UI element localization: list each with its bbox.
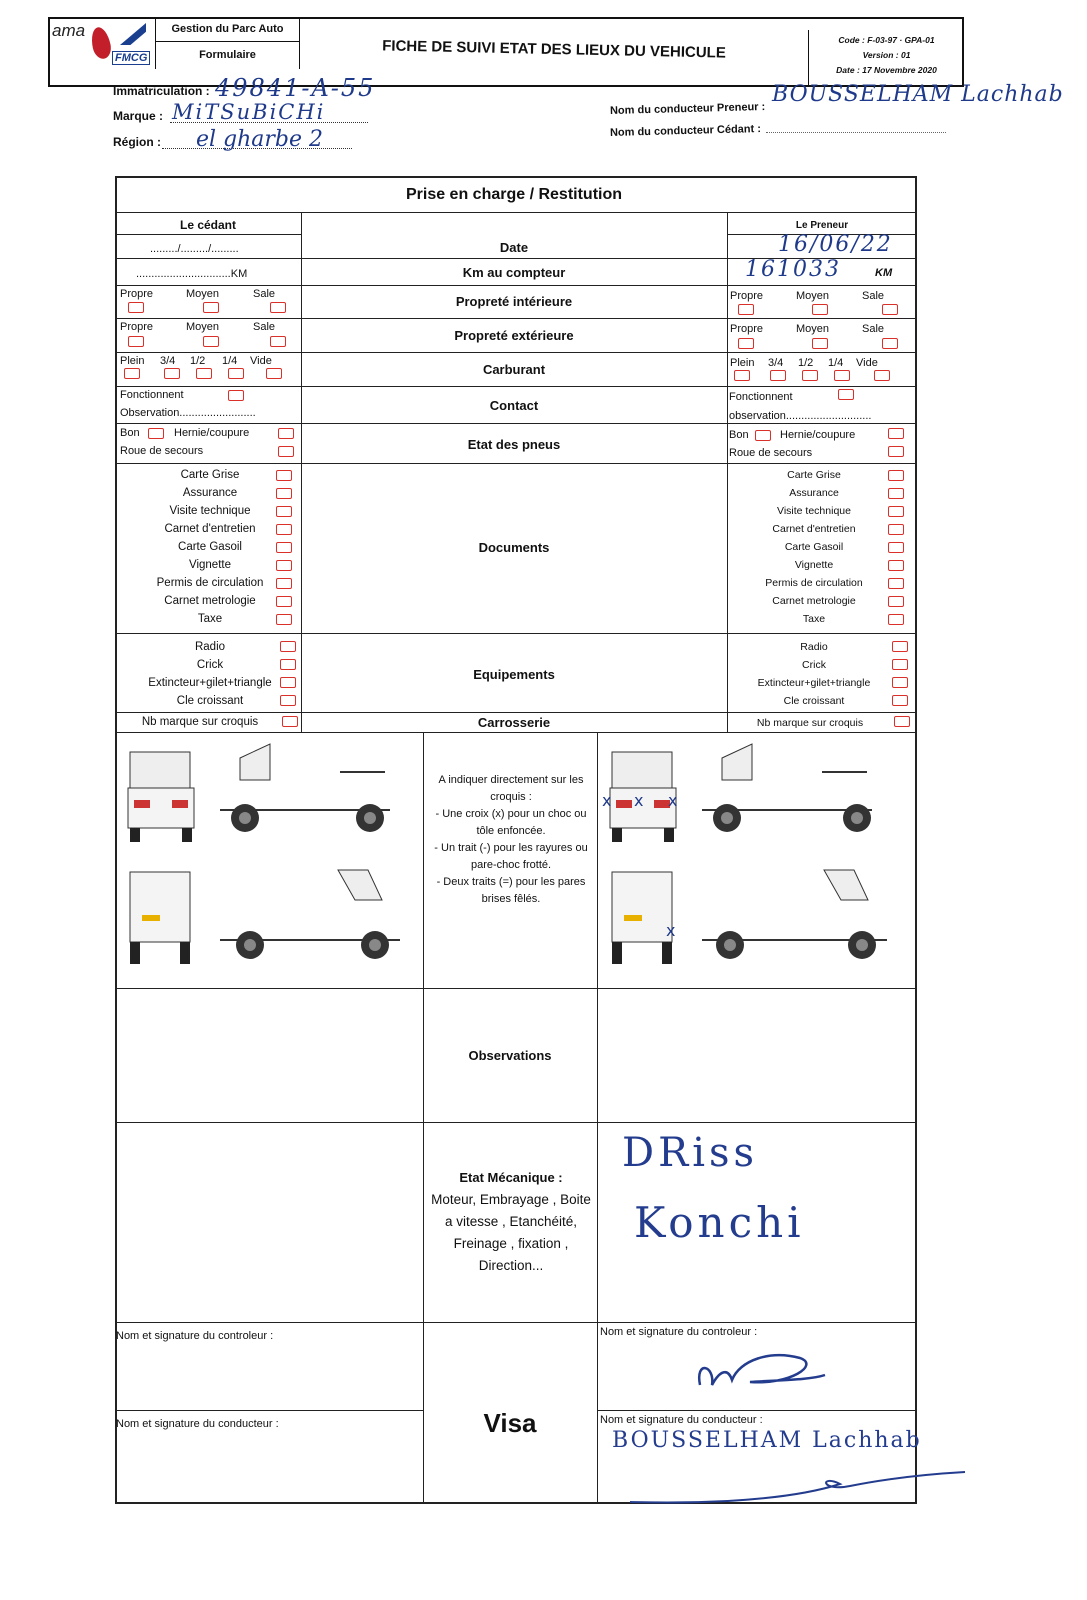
doc-item: Carte Gasoil: [178, 541, 242, 553]
checkbox-equip-cedant[interactable]: [280, 641, 296, 652]
km-value: 161033: [745, 257, 841, 282]
cedant-label: Nom du conducteur Cédant :: [609, 123, 762, 139]
doc-item: Carnet metrologie: [164, 595, 256, 607]
checkbox-equip-preneur[interactable]: [892, 641, 908, 652]
bon-label: Bon: [120, 427, 140, 439]
checkbox-fuel-plein-cedant[interactable]: [124, 368, 140, 379]
equipements-list-preneur: [729, 638, 899, 710]
ctrl-label-cedant: Nom et signature du controleur :: [116, 1330, 274, 1342]
van-front-view: [602, 752, 677, 842]
instruction-line: - Un trait (-) pour les rayures ou pare-choc frotté.: [434, 842, 588, 871]
checkbox-equip-preneur[interactable]: [892, 659, 908, 670]
bon-label: Bon: [729, 429, 749, 441]
checkbox-fuel-vide-cedant[interactable]: [266, 368, 282, 379]
croquis-instructions: [428, 772, 594, 908]
nb-marque-label: Nb marque sur croquis: [141, 716, 259, 728]
etat-meca-block: [428, 1170, 594, 1277]
doc-item: Carte Grise: [180, 469, 240, 481]
row-line: [115, 386, 917, 387]
equip-item: Cle croissant: [176, 695, 244, 707]
carburant-label: Carburant: [482, 362, 546, 377]
instruction-line: - Deux traits (=) pour les pares brises fêlés.: [436, 876, 586, 905]
roue-label: Roue de secours: [120, 445, 204, 457]
observation-field-preneur[interactable]: observation............................: [729, 410, 872, 422]
fuel-1-4: 1/4: [222, 355, 238, 367]
km-label: Km au compteur: [462, 265, 566, 280]
equipements-label: Equipements: [473, 667, 555, 682]
van-front-view: [128, 752, 194, 842]
equip-item: Radio: [194, 641, 226, 653]
doc-item: Visite technique: [169, 505, 251, 517]
row-line: [115, 234, 301, 235]
van-side-view: [702, 744, 872, 832]
doc-item: Assurance: [789, 487, 839, 499]
checkbox-doc-cedant[interactable]: [276, 488, 292, 499]
checkbox-doc-cedant[interactable]: [276, 578, 292, 589]
doc-item: Vignette: [794, 559, 834, 571]
hernie-label: Hernie/coupure: [174, 427, 250, 439]
row-line: [115, 1122, 917, 1123]
immat-label: Immatriculation :: [113, 84, 210, 98]
row-line: [115, 1322, 917, 1323]
documents-list-cedant: [120, 466, 300, 628]
date-value: 16/06/22: [778, 232, 893, 257]
date-blank: ........./........./.........: [150, 243, 239, 255]
equip-item: Cle croissant: [783, 695, 845, 707]
nb-marque-label: Nb marque sur croquis: [756, 717, 864, 729]
row-line: [115, 285, 917, 286]
immat-value: 49841-A-55: [215, 74, 376, 102]
checkbox-fuel-14-cedant[interactable]: [228, 368, 244, 379]
damage-cross-icon: x: [634, 791, 644, 810]
fuel-3-4: 3/4: [160, 355, 176, 367]
meta-code: Code : F-03-97 · GPA-01: [838, 35, 935, 45]
checkbox-equip-cedant[interactable]: [280, 659, 296, 670]
checkbox-hernie-cedant[interactable]: [278, 428, 294, 439]
preneur-value: BOUSSELHAM Lachhab: [772, 82, 1064, 107]
col-line: [727, 212, 728, 732]
checkbox-doc-cedant[interactable]: [276, 542, 292, 553]
row-line: [115, 212, 917, 213]
contact-label: Contact: [489, 398, 539, 413]
checkbox-moyen-int-cedant[interactable]: [203, 302, 219, 313]
opt-propre: Propre: [730, 290, 764, 302]
row-line: [115, 712, 917, 713]
checkbox-sale-ext-cedant[interactable]: [270, 336, 286, 347]
checkbox-fuel-12-preneur[interactable]: [802, 370, 818, 381]
row-line: [115, 988, 917, 989]
row-line: [115, 1410, 423, 1411]
meca-note-name: DRiss: [622, 1130, 759, 1176]
checkbox-equip-cedant[interactable]: [280, 695, 296, 706]
opt-sale: Sale: [253, 321, 276, 333]
damage-cross-icon: x: [668, 791, 678, 810]
checkbox-roue-preneur[interactable]: [888, 446, 904, 457]
checkbox-equip-preneur[interactable]: [892, 695, 908, 706]
doc-item: Visite technique: [777, 505, 851, 517]
etat-meca-title: Etat Mécanique :: [459, 1170, 563, 1185]
col-line: [301, 212, 302, 732]
van-sketch-preneur: [602, 740, 907, 985]
instruction-line: - Une croix (x) pour un choc ou tôle enfoncée.: [435, 808, 587, 837]
etat-meca-text: Moteur, Embrayage , Boite a vitesse , Etanchéité, Freinage , fixation , Direction...: [431, 1192, 591, 1273]
opt-moyen: Moyen: [186, 321, 220, 333]
km-unit: KM: [875, 267, 893, 279]
checkbox-nb-marque-preneur[interactable]: [894, 716, 910, 727]
checkbox-fuel-14-preneur[interactable]: [834, 370, 850, 381]
documents-label: Documents: [478, 540, 550, 555]
checkbox-doc-cedant[interactable]: [276, 614, 292, 625]
checkbox-doc-preneur[interactable]: [888, 506, 904, 517]
meta-version: Version : 01: [862, 50, 911, 60]
checkbox-fuel-plein-preneur[interactable]: [734, 370, 750, 381]
doc-item: Assurance: [182, 487, 238, 499]
equipements-list-cedant: [120, 638, 300, 710]
logo-text: ama: [52, 21, 86, 40]
row-line: [115, 732, 917, 733]
checkbox-doc-preneur[interactable]: [888, 560, 904, 571]
meta-date: Date : 17 Novembre 2020: [836, 65, 937, 75]
checkbox-moyen-ext-cedant[interactable]: [203, 336, 219, 347]
checkbox-doc-preneur[interactable]: [888, 488, 904, 499]
meca-note-surname: Konchi: [634, 1198, 805, 1247]
van-rear-view: [130, 872, 190, 964]
doc-item: Taxe: [197, 613, 223, 625]
formulaire-cell: Formulaire: [156, 42, 300, 69]
van-sketch-cedant: [120, 740, 420, 985]
damage-cross-icon: x: [602, 791, 612, 810]
van-rear-view: [612, 872, 675, 964]
row-line: [115, 423, 917, 424]
marque-value: MiTSuBiCHi: [172, 100, 326, 124]
checkbox-equip-preneur[interactable]: [892, 677, 908, 688]
ctrl-label-preneur: Nom et signature du controleur :: [600, 1326, 758, 1338]
doc-item: Carnet metrologie: [772, 595, 856, 607]
van-side-view-right: [220, 870, 400, 959]
opt-propre: Propre: [120, 321, 154, 333]
checkbox-doc-cedant[interactable]: [276, 506, 292, 517]
hernie-label: Hernie/coupure: [780, 429, 856, 441]
checkbox-moyen-ext-preneur[interactable]: [812, 338, 828, 349]
damage-cross-icon: x: [666, 921, 676, 940]
region-label: Région :: [113, 135, 161, 149]
doc-item: Carte Gasoil: [784, 541, 844, 553]
company-logo: [48, 17, 156, 69]
checkbox-nb-marque-cedant[interactable]: [282, 716, 298, 727]
opt-sale: Sale: [253, 288, 276, 300]
prop-int-label: Propreté intérieure: [455, 294, 573, 309]
preneur-label: Nom du conducteur Preneur :: [609, 100, 766, 118]
row-line: [597, 1410, 917, 1411]
fonctionnent-label: Fonctionnent: [729, 391, 793, 403]
carrosserie-label: Carrosserie: [477, 715, 551, 730]
doc-item: Permis de circulation: [156, 577, 264, 589]
conducteur-signature: [630, 1462, 970, 1512]
checkbox-sale-ext-preneur[interactable]: [882, 338, 898, 349]
fuel-vide: Vide: [250, 355, 272, 367]
opt-moyen: Moyen: [796, 290, 830, 302]
date-label: Date: [499, 240, 529, 255]
equip-item: Extincteur+gilet+triangle: [757, 677, 871, 689]
checkbox-doc-preneur[interactable]: [888, 470, 904, 481]
checkbox-bon-cedant[interactable]: [148, 428, 164, 439]
checkbox-propre-ext-preneur[interactable]: [738, 338, 754, 349]
km-blank: ...............................KM: [136, 268, 248, 280]
logo-arrow-icon: [120, 23, 146, 45]
row-line: [115, 633, 917, 634]
observations-label: Observations: [468, 1048, 552, 1063]
checkbox-fuel-12-cedant[interactable]: [196, 368, 212, 379]
preneur-header: Le Preneur: [795, 220, 849, 231]
cedant-dots: [766, 132, 946, 133]
van-side-view-right: [702, 870, 887, 959]
col-line: [597, 732, 598, 1504]
opt-moyen: Moyen: [186, 288, 220, 300]
prop-ext-label: Propreté extérieure: [454, 328, 574, 343]
checkbox-fuel-34-cedant[interactable]: [164, 368, 180, 379]
checkbox-sale-int-preneur[interactable]: [882, 304, 898, 315]
equip-item: Crick: [802, 659, 826, 671]
opt-sale: Sale: [862, 290, 885, 302]
doc-item: Carnet d'entretien: [164, 523, 256, 535]
logo-flame-icon: [89, 25, 113, 60]
fuel-1-4: 1/4: [828, 357, 844, 369]
gestion-cell: Gestion du Parc Auto: [156, 17, 300, 42]
conducteur-signature-name: BOUSSELHAM Lachhab: [612, 1428, 922, 1453]
checkbox-doc-preneur[interactable]: [888, 578, 904, 589]
region-value: el gharbe 2: [196, 127, 324, 152]
checkbox-hernie-preneur[interactable]: [888, 428, 904, 439]
checkbox-propre-int-preneur[interactable]: [738, 304, 754, 315]
documents-list-preneur: [729, 466, 899, 628]
row-line: [115, 352, 917, 353]
checkbox-doc-preneur[interactable]: [888, 596, 904, 607]
fuel-plein: Plein: [120, 355, 145, 367]
controleur-signature: [690, 1340, 830, 1400]
marque-label: Marque :: [113, 109, 164, 123]
checkbox-doc-preneur[interactable]: [888, 614, 904, 625]
fuel-1-2: 1/2: [190, 355, 206, 367]
cedant-header: Le cédant: [179, 218, 236, 232]
visa-label: Visa: [483, 1408, 537, 1438]
checkbox-propre-ext-cedant[interactable]: [128, 336, 144, 347]
meta-box: [808, 30, 964, 87]
doc-item: Taxe: [802, 613, 826, 625]
fuel-3-4: 3/4: [768, 357, 784, 369]
opt-propre: Propre: [730, 323, 764, 335]
fonctionnent-label: Fonctionnent: [120, 389, 184, 401]
doc-item: Carnet d'entretien: [772, 523, 856, 535]
checkbox-doc-cedant[interactable]: [276, 470, 292, 481]
fuel-plein: Plein: [730, 357, 755, 369]
van-side-view: [220, 744, 390, 832]
checkbox-moyen-int-preneur[interactable]: [812, 304, 828, 315]
checkbox-doc-cedant[interactable]: [276, 596, 292, 607]
doc-title: FICHE DE SUIVI ETAT DES LIEUX DU VEHICULE: [382, 37, 726, 62]
checkbox-roue-cedant[interactable]: [278, 446, 294, 457]
instruction-line: A indiquer directement sur les croquis :: [438, 774, 584, 803]
checkbox-doc-preneur[interactable]: [888, 524, 904, 535]
row-line: [115, 463, 917, 464]
checkbox-fonctionnent-preneur[interactable]: [838, 389, 854, 400]
row-line: [115, 318, 917, 319]
pneus-label: Etat des pneus: [467, 437, 561, 452]
fuel-1-2: 1/2: [798, 357, 814, 369]
opt-sale: Sale: [862, 323, 885, 335]
form-title: Prise en charge / Restitution: [405, 186, 623, 203]
observation-field-cedant[interactable]: Observation.........................: [120, 407, 256, 419]
brand-text: FMCG: [112, 51, 150, 65]
checkbox-doc-cedant[interactable]: [276, 560, 292, 571]
checkbox-sale-int-cedant[interactable]: [270, 302, 286, 313]
col-line: [423, 732, 424, 1504]
fuel-vide: Vide: [856, 357, 878, 369]
checkbox-bon-preneur[interactable]: [755, 430, 771, 441]
checkbox-fuel-vide-preneur[interactable]: [874, 370, 890, 381]
equip-item: Extincteur+gilet+triangle: [148, 677, 272, 689]
checkbox-fuel-34-preneur[interactable]: [770, 370, 786, 381]
doc-item: Carte Grise: [787, 469, 841, 481]
opt-moyen: Moyen: [796, 323, 830, 335]
checkbox-doc-cedant[interactable]: [276, 524, 292, 535]
doc-item: Vignette: [189, 559, 231, 571]
checkbox-equip-cedant[interactable]: [280, 677, 296, 688]
roue-label: Roue de secours: [729, 447, 813, 459]
checkbox-propre-int-cedant[interactable]: [128, 302, 144, 313]
checkbox-doc-preneur[interactable]: [888, 542, 904, 553]
equip-item: Radio: [800, 641, 828, 653]
equip-item: Crick: [196, 659, 224, 671]
cond-label-cedant: Nom et signature du conducteur :: [116, 1418, 279, 1430]
doc-item: Permis de circulation: [765, 577, 863, 589]
checkbox-fonctionnent-cedant[interactable]: [228, 390, 244, 401]
opt-propre: Propre: [120, 288, 154, 300]
cond-label-preneur: Nom et signature du conducteur :: [600, 1414, 763, 1426]
